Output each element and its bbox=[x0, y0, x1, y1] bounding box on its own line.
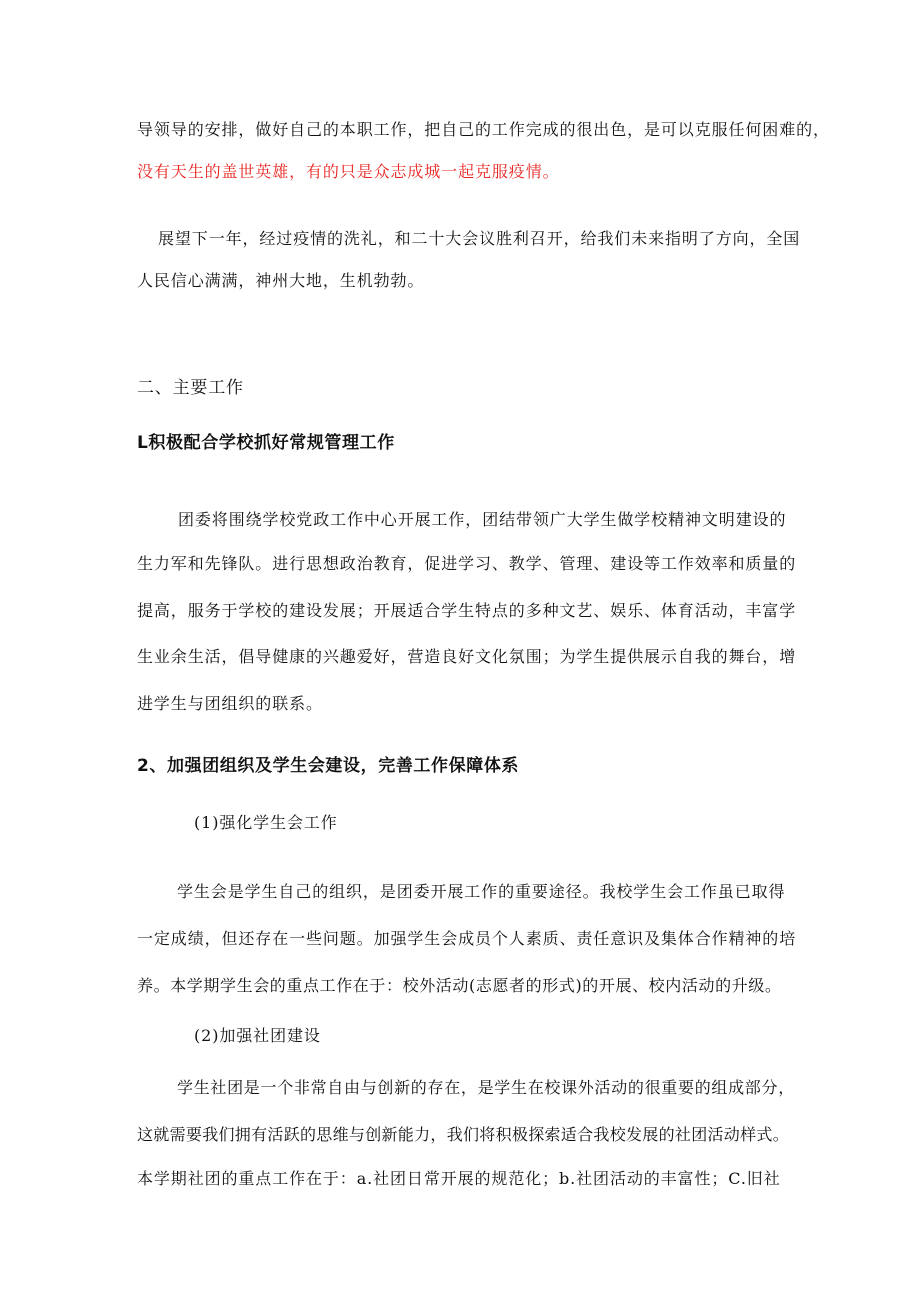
intro-line-2-highlight: 没有天生的盖世英雄，有的只是众志成城一起克服疫情。 bbox=[137, 162, 560, 181]
sub-item-1-paragraph-line: 一定成绩，但还存在一些问题。加强学生会成员个人素质、责任意识及集体合作精神的培 bbox=[137, 929, 797, 948]
sub-item-1-paragraph-line: 学生会是学生自己的组织，是团委开展工作的重要途径。我校学生会工作虽已取得 bbox=[177, 882, 786, 901]
item-1-paragraph-line: 进学生与团组织的联系。 bbox=[137, 694, 323, 713]
intro-line-1: 导领导的安排，做好自己的本职工作，把自己的工作完成的很出色，是可以克服任何困难的， bbox=[137, 120, 830, 139]
sub-item-2-paragraph-line: 学生社团是一个非常自由与创新的存在，是学生在校课外活动的很重要的组成部分， bbox=[177, 1078, 795, 1097]
sub-item-2-paragraph-line: 这就需要我们拥有活跃的思维与创新能力，我们将积极探索适合我校发展的社团活动样式。 bbox=[137, 1125, 790, 1144]
sub-item-1-title: (1)强化学生会工作 bbox=[194, 813, 338, 832]
sub-item-2-paragraph-line: 本学期社团的重点工作在于：a.社团日常开展的规范化；b.社团活动的丰富性；C.旧社 bbox=[137, 1169, 781, 1188]
item-1-paragraph-line: 生业余生活，倡导健康的兴趣爱好，营造良好文化氛围；为学生提供展示自我的舞台，增 bbox=[137, 647, 797, 666]
item-1-paragraph-line: 团委将围绕学校党政工作中心开展工作，团结带领广大学生做学校精神文明建设的 bbox=[178, 510, 787, 529]
outlook-line-2: 人民信心满满，神州大地，生机勃勃。 bbox=[137, 271, 425, 290]
outlook-line-1: 展望下一年，经过疫情的洗礼，和二十大会议胜利召开，给我们未来指明了方向，全国 bbox=[158, 229, 801, 248]
item-1-title: L积极配合学校抓好常规管理工作 bbox=[137, 433, 395, 453]
section-title: 二、主要工作 bbox=[137, 378, 244, 398]
sub-item-1-paragraph-line: 养。本学期学生会的重点工作在于：校外活动(志愿者的形式)的开展、校内活动的升级。 bbox=[137, 976, 782, 995]
sub-item-2-title: (2)加强社团建设 bbox=[194, 1026, 321, 1045]
item-1-paragraph-line: 提高，服务于学校的建设发展；开展适合学生特点的多种文艺、娱乐、体育活动，丰富学 bbox=[137, 601, 797, 620]
item-1-paragraph-line: 生力军和先锋队。进行思想政治教育，促进学习、教学、管理、建设等工作效率和质量的 bbox=[137, 554, 797, 573]
item-2-title: 2、加强团组织及学生会建设，完善工作保障体系 bbox=[137, 756, 520, 776]
